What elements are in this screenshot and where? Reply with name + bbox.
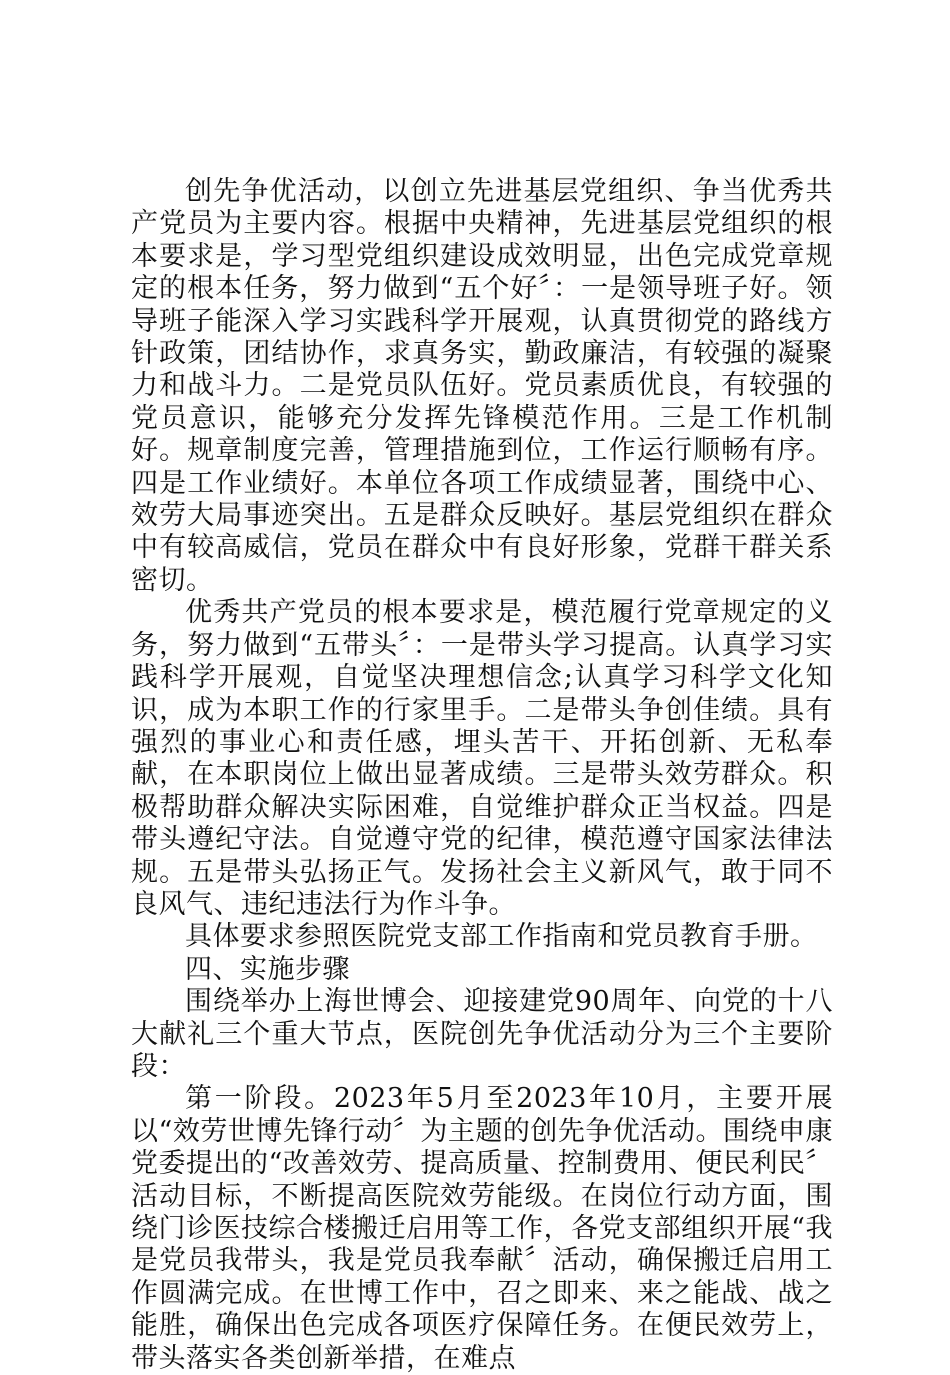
paragraph-reference: 具体要求参照医院党支部工作指南和党员教育手册。 (185, 921, 818, 953)
body-text (131, 176, 833, 1375)
paragraph-excellence-criteria: 创先争优活动，以创立先进基层党组织、争当优秀共产党员为主要内容。根据中央精神，先进基层党组织的根本要求是，学习型党组织建设成效明显，出色完成党章规定的根本任务，努力做到“五个好〞：一是领导班子好。领导班子能深入学习实践科学开展观，认真贯彻党的路线方针政策，团结协作，求真务实，勤政廉洁，有较强的凝聚力和战斗力。二是党员队伍好。党员素质优良，有较强的党员意识，能够充分发挥先锋模范作用。三是工作机制好。规章制度完善，管理措施到位，工作运行顺畅有序。四是工作业绩好。本单位各项工作成绩显著，围绕中心、效劳大局事迹突出。五是群众反映好。基层党组织在群众中有较高威信，党员在群众中有良好形象，党群干群关系密切。 (131, 176, 833, 596)
paragraph-stages-intro: 围绕举办上海世博会、迎接建党90周年、向党的十八大献礼三个重大节点，医院创先争优活动分为三个主要阶段： (131, 986, 833, 1082)
paragraph-stage-one: 第一阶段。2023年5月至2023年10月，主要开展以“效劳世博先锋行动〞为主题的创先争优活动。围绕申康党委提出的“改善效劳、提高质量、控制费用、便民利民〞活动目标，不断提高医院效劳能级。在岗位行动方面，围绕门诊医技综合楼搬迁启用等工作，各党支部组织开展“我是党员我带头，我是党员我奉献〞活动，确保搬迁启用工作圆满完成。在世博工作中，召之即来、来之能战、战之能胜，确保出色完成各项医疗保障任务。在便民效劳上，带头落实各类创新举措，在难点 (131, 1083, 833, 1374)
paragraph-member-requirements: 优秀共产党员的根本要求是，模范履行党章规定的义务，努力做到“五带头〞：一是带头学习提高。认真学习实践科学开展观，自觉坚决理想信念;认真学习科学文化知识，成为本职工作的行家里手。二是带头争创佳绩。具有强烈的事业心和责任感，埋头苦干、开拓创新、无私奉献，在本职岗位上做出显著成绩。三是带头效劳群众。积极帮助群众解决实际困难，自觉维护群众正当权益。四是带头遵纪守法。自觉遵守党的纪律，模范遵守国家法律法规。五是带头弘扬正气。发扬社会主义新风气，敢于同不良风气、违纪违法行为作斗争。 (131, 597, 833, 920)
section-heading-implementation: 四、实施步骤 (185, 953, 350, 985)
